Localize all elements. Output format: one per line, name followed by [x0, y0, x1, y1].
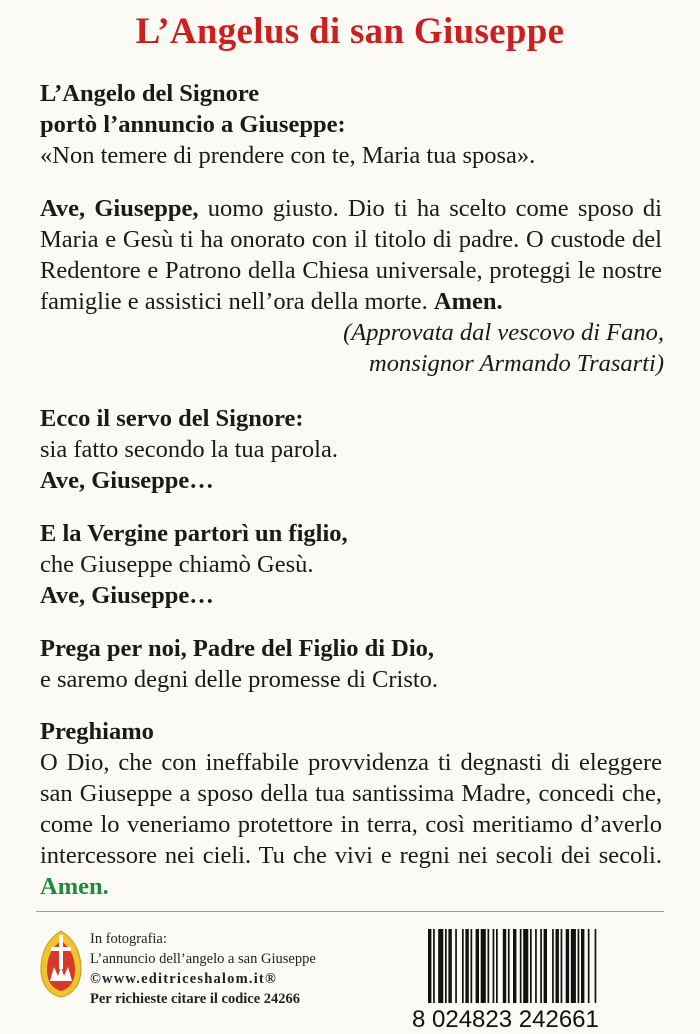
- barcode-bar: [493, 929, 495, 1003]
- approval-line: (Approvata dal vescovo di Fano,: [343, 319, 664, 346]
- barcode-bar: [488, 929, 490, 1003]
- footer: [0, 915, 700, 1034]
- barcode-bar: [433, 929, 435, 1003]
- verse-prega: [40, 633, 662, 695]
- response-line: che Giuseppe chiamò Gesù.: [40, 551, 314, 578]
- photo-label: In fotografia:: [90, 931, 167, 947]
- amen: Amen.: [433, 288, 503, 315]
- barcode-bar: [462, 929, 464, 1003]
- barcode-bar: [455, 929, 457, 1003]
- approval-line: monsignor Armando Trasarti): [369, 350, 664, 377]
- website: ©www.editriceshalom.it®: [90, 971, 277, 987]
- amen-green: Amen.: [40, 873, 109, 900]
- barcode-bar: [523, 929, 528, 1003]
- barcode-bar: [552, 929, 554, 1003]
- barcode-bar: [544, 929, 547, 1003]
- response-line: e saremo degni delle promesse di Cristo.: [40, 666, 439, 693]
- barcode-bar: [513, 929, 516, 1003]
- shalom-logo-icon: [38, 929, 84, 999]
- page-title: L’Angelus di san Giuseppe: [135, 11, 565, 52]
- verse-line: portò l’annuncio a Giuseppe:: [40, 111, 346, 138]
- barcode: [410, 929, 664, 1029]
- barcode-bar: [588, 929, 590, 1003]
- barcode-bar: [465, 929, 468, 1003]
- barcode-bar: [428, 929, 431, 1003]
- barcode-bar: [471, 929, 473, 1003]
- ave-giuseppe-bold: Ave, Giuseppe,: [40, 195, 199, 222]
- footer-divider: [36, 911, 664, 912]
- barcode-bar: [540, 929, 542, 1003]
- response-line: sia fatto secondo la tua parola.: [40, 436, 338, 463]
- verse-line: Prega per noi, Padre del Figlio di Dio,: [40, 635, 435, 662]
- barcode-bar: [556, 929, 559, 1003]
- verse-angelo: [40, 78, 662, 171]
- ave-giuseppe-prayer: [40, 193, 664, 377]
- barcode-bar: [581, 929, 584, 1003]
- prayer-text: uomo giusto. Dio ti ha scelto come sposo di Maria e Gesù ti ha onorato con il titolo di padre. O custode del Redentore e Patrono della Chiesa universale, proteggi le nostre famiglie e assistici nell’ora della morte.: [40, 195, 662, 315]
- barcode-bar: [481, 929, 486, 1003]
- ave-line: Ave, Giuseppe…: [40, 467, 214, 494]
- barcode-bar: [530, 929, 532, 1003]
- verse-vergine: [40, 518, 662, 611]
- code-note: Per richieste citare il codice 24266: [90, 991, 301, 1007]
- barcode-number: 8 024823 242661: [412, 1006, 599, 1029]
- response-line: «Non temere di prendere con te, Maria tua sposa».: [40, 142, 536, 169]
- approval-note: [343, 317, 664, 379]
- ave-line: Ave, Giuseppe…: [40, 582, 214, 609]
- barcode-bar: [476, 929, 479, 1003]
- verse-line: E la Vergine partorì un figlio,: [40, 520, 348, 547]
- barcode-bar: [535, 929, 537, 1003]
- prayer-text: O Dio, che con ineffabile provvidenza ti degnasti di eleggere san Giuseppe a sposo della tua santissima Madre, concedi che, come lo veneriamo protettore in terra, così meritiamo d’averlo intercessore nei cieli. Tu che vivi e regni nei secoli dei secoli.: [40, 749, 662, 869]
- barcode-bar: [595, 929, 597, 1003]
- barcode-bar: [508, 929, 510, 1003]
- barcode-bar: [578, 929, 580, 1003]
- barcode-bar: [448, 929, 451, 1003]
- barcode-bar: [561, 929, 563, 1003]
- verse-servo: [40, 403, 662, 496]
- barcode-bar: [438, 929, 443, 1003]
- credits: [90, 929, 316, 1009]
- barcode-bar: [566, 929, 569, 1003]
- ave-giuseppe-text: [40, 193, 662, 317]
- barcode-bar: [503, 929, 506, 1003]
- barcode-bar: [496, 929, 498, 1003]
- verse-line: Ecco il servo del Signore:: [40, 405, 304, 432]
- preghiamo-text: [40, 747, 662, 902]
- barcode-bar: [445, 929, 447, 1003]
- barcode-bar: [571, 929, 576, 1003]
- preghiamo-heading: Preghiamo: [40, 718, 154, 745]
- barcode-bar: [520, 929, 522, 1003]
- verse-line: L’Angelo del Signore: [40, 80, 260, 107]
- photo-caption: L’annuncio dell’angelo a san Giuseppe: [90, 951, 316, 967]
- preghiamo-section: [40, 716, 662, 902]
